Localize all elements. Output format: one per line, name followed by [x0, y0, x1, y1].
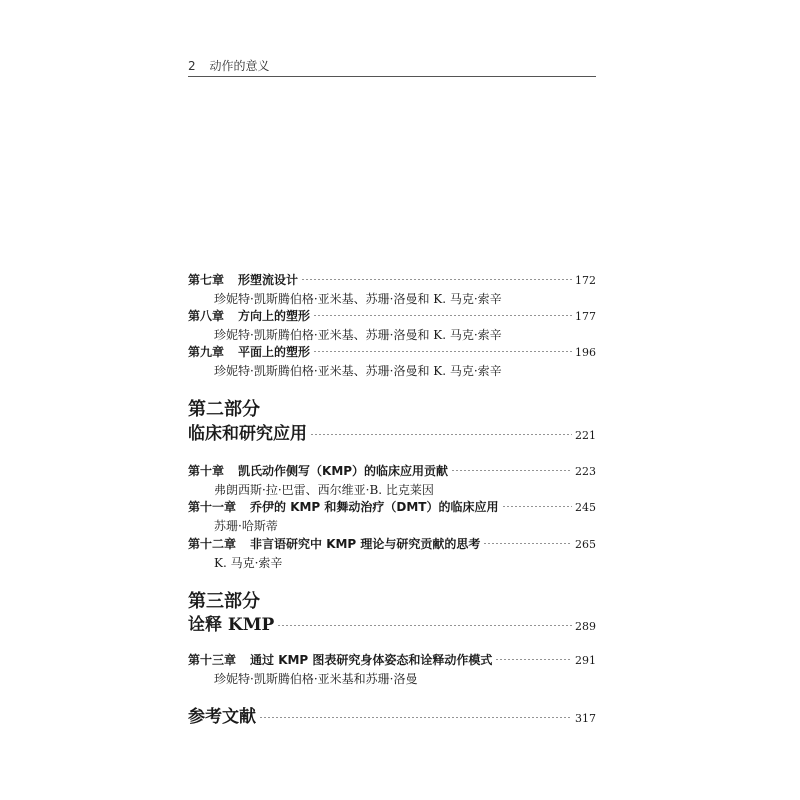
page-number: 289 [575, 620, 596, 633]
header-running-title: 动作的意义 [209, 59, 270, 73]
running-header [188, 58, 596, 78]
chapter-title: 凯氏动作侧写（KMP）的临床应用贡献 [238, 464, 449, 478]
toc-entry-part-3[interactable] [188, 613, 596, 637]
header-rule [188, 76, 596, 77]
part-2-label: 第二部分 [188, 399, 260, 420]
part-title: 临床和研究应用 [188, 424, 307, 444]
page-number: 221 [575, 429, 596, 442]
page-number: 223 [575, 465, 596, 478]
toc-entry-chapter-11[interactable] [188, 498, 596, 516]
dot-leader [451, 470, 572, 471]
chapter-number: 第十二章 [188, 537, 237, 551]
part-title: 诠释 KMP [188, 615, 275, 635]
page-number: 196 [575, 346, 596, 359]
chapter-authors: K. 马克·索辛 [214, 556, 283, 570]
toc-entry-chapter-8[interactable] [188, 307, 596, 325]
header-page-number: 2 [188, 59, 196, 73]
toc-entry-chapter-10[interactable] [188, 462, 596, 480]
chapter-number: 第十一章 [188, 500, 237, 514]
page-number: 317 [575, 712, 596, 725]
page-number: 177 [575, 310, 596, 323]
chapter-number: 第十三章 [188, 653, 237, 667]
chapter-number: 第十章 [188, 464, 225, 478]
dot-leader [502, 506, 573, 507]
chapter-authors: 珍妮特·凯斯腾伯格·亚米基和苏珊·洛曼 [214, 672, 418, 686]
toc-entry-chapter-13[interactable] [188, 651, 596, 669]
chapter-title: 非言语研究中 KMP 理论与研究贡献的思考 [250, 537, 481, 551]
dot-leader [259, 717, 572, 718]
dot-leader [495, 659, 572, 660]
dot-leader [301, 279, 572, 280]
dot-leader [313, 315, 572, 316]
toc-entry-chapter-12[interactable] [188, 535, 596, 553]
chapter-title: 方向上的塑形 [238, 309, 311, 323]
chapter-authors: 珍妮特·凯斯腾伯格·亚米基、苏珊·洛曼和 K. 马克·索辛 [214, 328, 502, 342]
part-3-label: 第三部分 [188, 591, 260, 612]
chapter-number: 第八章 [188, 309, 225, 323]
toc-entry-references[interactable] [188, 705, 596, 729]
chapter-number: 第七章 [188, 273, 225, 287]
chapter-title: 形塑流设计 [238, 273, 299, 287]
chapter-authors: 珍妮特·凯斯腾伯格·亚米基、苏珊·洛曼和 K. 马克·索辛 [214, 364, 502, 378]
page-number: 245 [575, 501, 596, 514]
page-number: 172 [575, 274, 596, 287]
dot-leader [483, 543, 572, 544]
dot-leader [277, 625, 572, 626]
toc-entry-part-2[interactable] [188, 422, 596, 446]
toc-entry-chapter-7[interactable] [188, 271, 596, 289]
chapter-title: 乔伊的 KMP 和舞动治疗（DMT）的临床应用 [250, 500, 499, 514]
toc-entry-chapter-9[interactable] [188, 343, 596, 361]
chapter-number: 第九章 [188, 345, 225, 359]
chapter-title: 平面上的塑形 [238, 345, 311, 359]
chapter-authors: 珍妮特·凯斯腾伯格·亚米基、苏珊·洛曼和 K. 马克·索辛 [214, 292, 502, 306]
page-number: 265 [575, 538, 596, 551]
chapter-authors: 苏珊·哈斯蒂 [214, 519, 278, 533]
references-title: 参考文献 [188, 707, 256, 727]
chapter-authors: 弗朗西斯·拉·巴雷、西尔维亚·B. 比克莱因 [214, 483, 434, 497]
chapter-title: 通过 KMP 图表研究身体姿态和诠释动作模式 [250, 653, 493, 667]
dot-leader [313, 351, 572, 352]
dot-leader [310, 434, 572, 435]
page-number: 291 [575, 654, 596, 667]
